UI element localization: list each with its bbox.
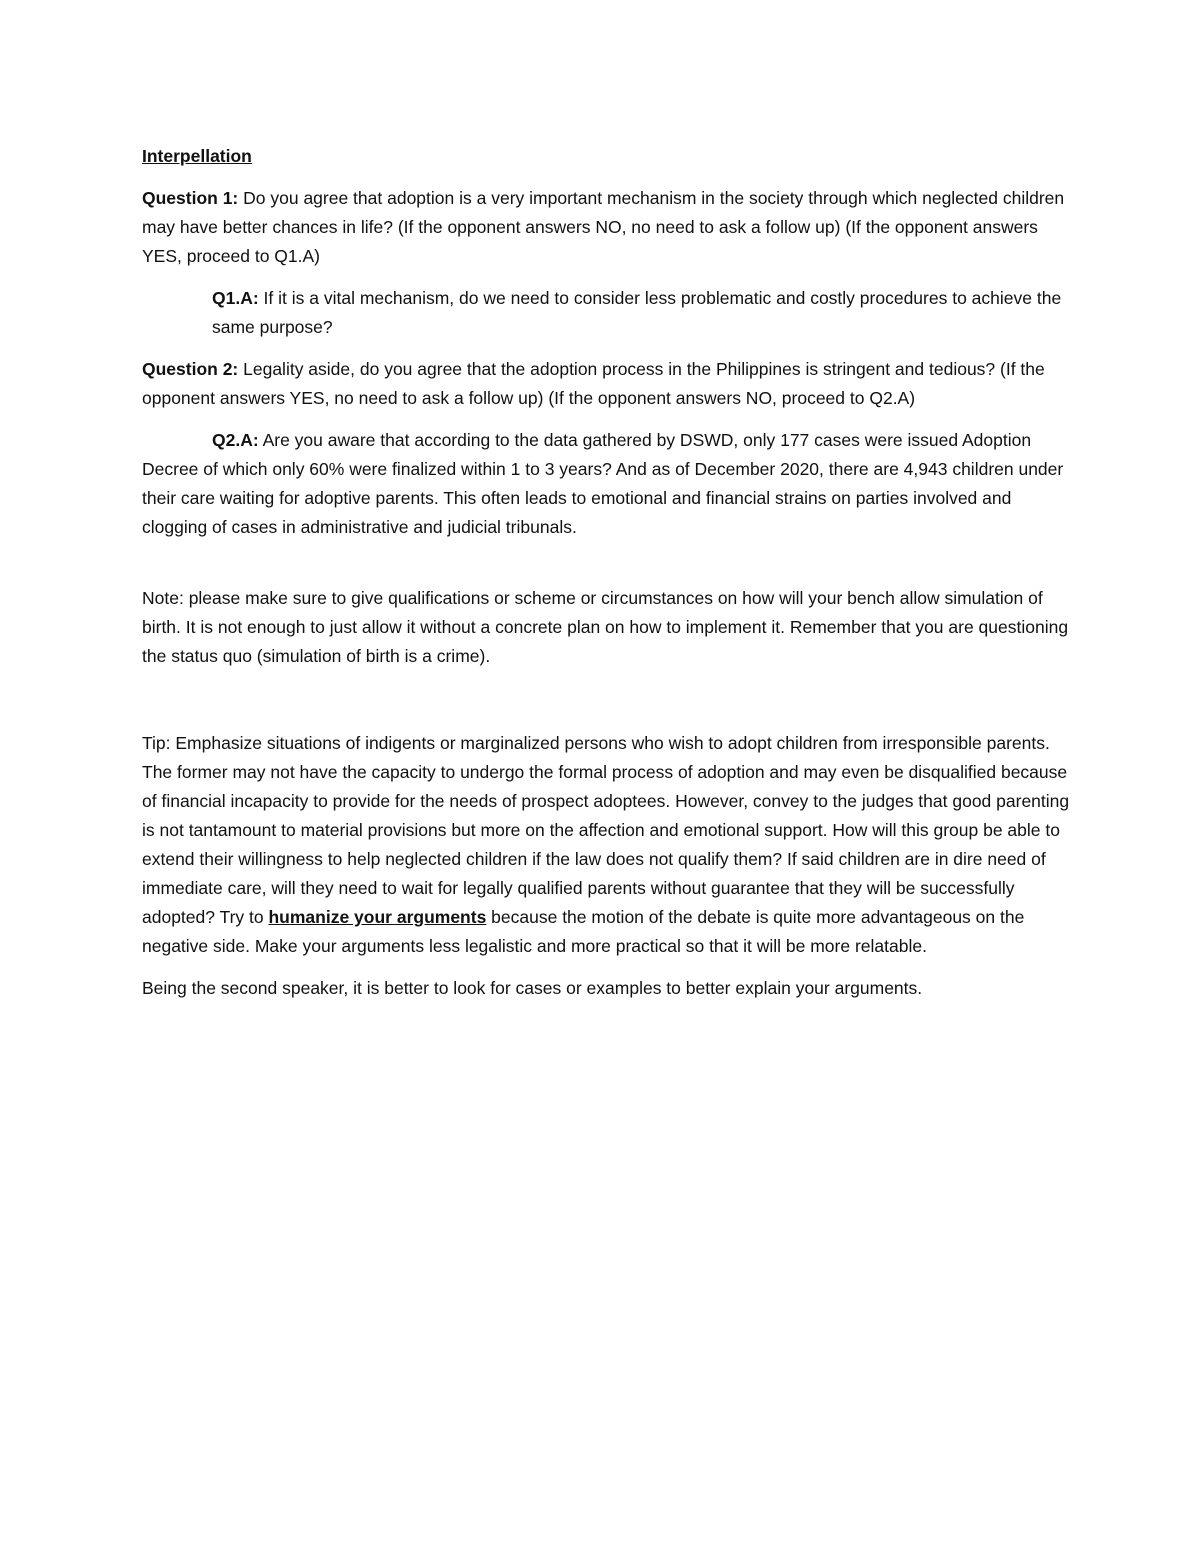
closing-paragraph: Being the second speaker, it is better to look for cases or examples to better explain your arguments.	[142, 978, 923, 998]
question-2	[142, 355, 1072, 413]
question-1a-label: Q1.A:	[212, 288, 259, 308]
tip-text-end: because the motion of the debate is quite more advantageous on the negative side. Make your arguments less legalistic and more practical so that it will be more relatable.	[142, 907, 1025, 956]
question-1a	[142, 284, 1072, 342]
question-2-text: Legality aside, do you agree that the adoption process in the Philippines is stringent and tedious? (If the opponent answers YES, no need to ask a follow up) (If the opponent answers NO, proceed to Q2.A)	[142, 359, 1045, 408]
question-2a-text: Are you aware that according to the data gathered by DSWD, only 177 cases were issued Adoption Decree of which only 60% were finalized within 1 to 3 years? And as of December 2020, there are 4,943 children under their care waiting for adoptive parents. This often leads to emotional and financial strains on parties involved and clogging of cases in administrative and judicial tribunals.	[142, 430, 1064, 537]
note-paragraph: Note: please make sure to give qualifications or scheme or circumstances on how will your bench allow simulation of birth. It is not enough to just allow it without a concrete plan on how to implement it. Remember that you are questioning the status quo (simulation of birth is a crime).	[142, 588, 1069, 666]
question-1a-text: If it is a vital mechanism, do we need to consider less problematic and costly procedures to achieve the same purpose?	[212, 288, 1062, 337]
question-2a	[142, 426, 1072, 542]
question-1-text: Do you agree that adoption is a very important mechanism in the society through which neglected children may have better chances in life? (If the opponent answers NO, no need to ask a follow up) (If the opponent answers YES, proceed to Q1.A)	[142, 188, 1065, 266]
tip-text-start: Tip: Emphasize situations of indigents or marginalized persons who wish to adopt children from irresponsible parents. The former may not have the capacity to undergo the formal process of adoption and may even be disqualified because of financial incapacity to provide for the needs of prospect adoptees. However, convey to the judges that good parenting is not tantamount to material provisions but more on the affection and emotional support. How will this group be able to extend their willingness to help neglected children if the law does not qualify them? If said children are in dire need of immediate care, will they need to wait for legally qualified parents without guarantee that they will be successfully adopted? Try to	[142, 733, 1070, 927]
document-body	[142, 142, 1072, 1016]
question-1-label: Question 1:	[142, 188, 239, 208]
document-title: Interpellation	[142, 146, 252, 166]
tip-paragraph	[142, 729, 1072, 961]
question-2a-label: Q2.A:	[212, 430, 259, 450]
question-1	[142, 184, 1072, 271]
question-2-label: Question 2:	[142, 359, 239, 379]
tip-emphasis: humanize your arguments	[268, 907, 487, 927]
